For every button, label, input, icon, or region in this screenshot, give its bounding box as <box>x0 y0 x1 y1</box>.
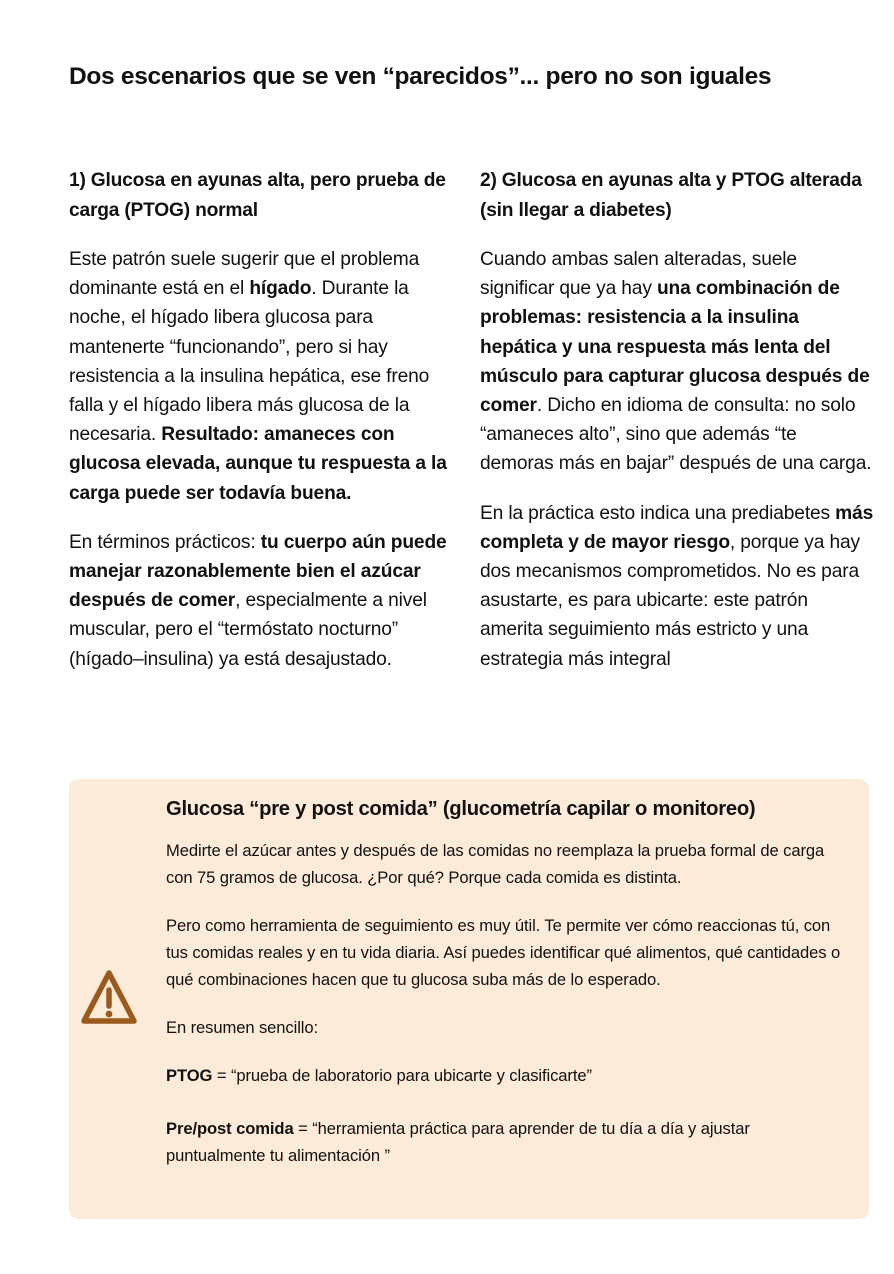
scenario-1-paragraph-1: Este patrón suele sugerir que el problema dominante está en el hígado. Durante la noche, el hígado libera glucosa para mantenerte “funcionando”, pero si hay resistencia a la insulina hepática, ese freno falla y el hígado libera más glucosa de la necesaria. Resultado: amaneces con glucosa elevada, aunque tu respuesta a la carga puede ser todavía buena. <box>69 249 447 504</box>
callout-prepost-definition: Pre/post comida = “herramienta práctica para aprender de tu día a día y ajustar puntualmente tu alimentación ” <box>166 1119 750 1165</box>
scenario-1-paragraph-2: En términos prácticos: tu cuerpo aún puede manejar razonablemente bien el azúcar después de comer, especialmente a nivel muscular, pero el “termóstato nocturno” (hígado–insulina) ya está desajustado. <box>69 531 447 670</box>
callout-summary-intro: En resumen sencillo: <box>166 1018 319 1037</box>
callout-body <box>166 793 851 1190</box>
scenario-2-heading: 2) Glucosa en ayunas alta y PTOG alterada (sin llegar a diabetes) <box>480 170 862 221</box>
callout-ptog-definition: PTOG = “prueba de laboratorio para ubicarte y clasificarte” <box>166 1066 592 1085</box>
glucose-pre-post-callout <box>69 779 869 1219</box>
warning-icon <box>79 967 139 1029</box>
scenario-2-paragraph-2: En la práctica esto indica una prediabetes más completa y de mayor riesgo, porque ya hay dos mecanismos comprometidos. No es para asustarte, es para ubicarte: este patrón amerita seguimiento más estricto y una estrategia más integral <box>480 502 874 670</box>
callout-paragraph-1: Medirte el azúcar antes y después de las comidas no reemplaza la prueba formal de carga con 75 gramos de glucosa. ¿Por qué? Porque cada comida es distinta. <box>166 841 825 887</box>
scenario-2-column <box>480 166 874 694</box>
scenario-2-paragraph-1: Cuando ambas salen alteradas, suele significar que ya hay una combinación de problemas: resistencia a la insulina hepática y una respuesta más lenta del músculo para capturar glucosa después de comer. Dicho en idioma de consulta: no solo “amaneces alto”, sino que además “te demoras más en bajar” después de una carga. <box>480 249 872 475</box>
scenario-1-column <box>69 166 461 694</box>
scenario-1-heading: 1) Glucosa en ayunas alta, pero prueba de carga (PTOG) normal <box>69 170 446 221</box>
page-title: Dos escenarios que se ven “parecidos”... pero no son iguales <box>69 63 772 90</box>
callout-title: Glucosa “pre y post comida” (glucometría capilar o monitoreo) <box>166 798 756 820</box>
callout-paragraph-2: Pero como herramienta de seguimiento es muy útil. Te permite ver cómo reaccionas tú, con tus comidas reales y en tu vida diaria. Así puedes identificar qué alimentos, qué cantidades o qué combinaciones hacen que tu glucosa suba más de lo esperado. <box>166 916 841 989</box>
